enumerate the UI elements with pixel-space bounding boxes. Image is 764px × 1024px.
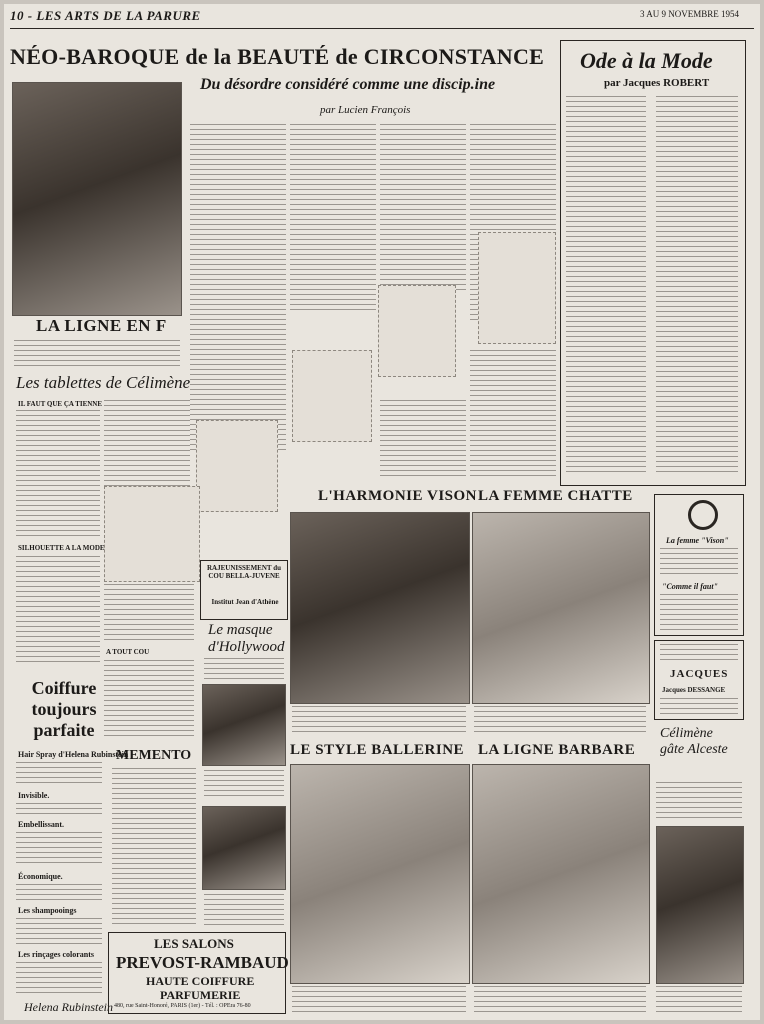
ode-title: Ode à la Mode (580, 48, 713, 73)
coiffure-text-6 (16, 962, 102, 994)
hair-sketch-1 (378, 285, 456, 377)
bella-ad-institut: Institut Jean d'Athène (211, 598, 279, 606)
tablettes-column-2 (104, 400, 190, 490)
hair-sketch-4 (196, 420, 278, 512)
coiffure-text-1 (16, 762, 102, 786)
article-column-4b (470, 350, 556, 480)
memento-title: MEMENTO (116, 748, 192, 763)
tablettes-subhead-2: SILHOUETTE A LA MODE (18, 544, 105, 552)
tablettes-column-3 (16, 556, 100, 666)
hair-sketch-3 (292, 350, 372, 442)
vison-text-2 (660, 594, 738, 630)
celimene-caption (656, 986, 742, 1014)
coiffure-item-4: Économique. (18, 872, 63, 881)
coiffure-item-1: Hair Spray d'Helena Rubinstein (18, 750, 129, 759)
main-subheadline: Du désordre considéré comme une discip.ine (200, 76, 496, 93)
article-column-3 (380, 124, 466, 294)
harmonie-title: L'HARMONIE VISON (318, 488, 477, 504)
jacques-address (660, 698, 738, 714)
barbare-caption (474, 986, 646, 1014)
salons-line-3: HAUTE COIFFURE (146, 974, 255, 988)
celimene-text (656, 782, 742, 822)
ligne-en-f-title: LA LIGNE EN F (36, 316, 167, 335)
femme-chatte-photo (472, 512, 650, 704)
vison-title: La femme "Vison" (666, 536, 729, 545)
ode-byline: par Jacques ROBERT (604, 77, 710, 89)
article-column-2 (290, 124, 376, 314)
hollywood-photo-2 (202, 806, 286, 890)
women-sketch (104, 486, 200, 582)
coiffure-text-3 (16, 832, 102, 866)
ballerine-caption (292, 986, 466, 1014)
jacques-dessange: Jacques DESSANGE (662, 686, 726, 694)
article-column-3b (380, 400, 466, 480)
salons-line-2: PREVOST-RAMBAUD (116, 953, 289, 972)
harmonie-caption (292, 706, 466, 734)
tablettes-column-5 (104, 660, 194, 740)
tablettes-subhead-1: IL FAUT QUE ÇA TIENNE (18, 400, 103, 408)
helena-signature: Helena Rubinstein (24, 1000, 113, 1014)
coiffure-item-2: Invisible. (18, 791, 50, 800)
article-column-1 (190, 124, 286, 454)
masque-text-2 (204, 770, 284, 800)
ligne-en-f-caption (14, 340, 180, 366)
coiffure-title: Coiffure toujours parfaite (31, 678, 97, 740)
salons-line-1: LES SALONS (154, 936, 234, 951)
masque-text-3 (204, 894, 284, 926)
coiffure-item-3: Embellissant. (18, 820, 65, 829)
portrait-photo-f-line (12, 82, 182, 316)
ode-column-1 (566, 96, 646, 476)
tablettes-column-4 (104, 584, 194, 644)
hair-sketch-2 (478, 232, 556, 344)
ballerine-photo (290, 764, 470, 984)
bella-ad-title: RAJEUNISSEMENT du COU BELLA-JUVENE (207, 564, 281, 580)
harmonie-photo (290, 512, 470, 704)
salons-line-4: PARFUMERIE (160, 988, 241, 1002)
vison-text-1 (660, 548, 738, 578)
coiffure-item-5: Les shampooings (18, 906, 77, 915)
femme-chatte-caption (474, 706, 646, 734)
coiffure-text-4 (16, 884, 102, 902)
tablettes-subhead-3: A TOUT COU (106, 648, 150, 656)
celimene-title: Célimène gâte Alceste (660, 726, 728, 757)
header-rule (10, 28, 754, 29)
tablettes-column-1 (16, 410, 100, 540)
vison-logo-icon (688, 500, 718, 530)
masque-text-1 (204, 658, 284, 682)
celimene-photo (656, 826, 744, 984)
ballerine-title: LE STYLE BALLERINE (290, 742, 465, 758)
jacques-text (660, 644, 738, 664)
barbare-title: LA LIGNE BARBARE (478, 742, 636, 758)
masque-title: Le masque d'Hollywood (208, 622, 285, 655)
issue-date: 3 AU 9 NOVEMBRE 1954 (640, 9, 740, 19)
memento-list (112, 768, 196, 928)
tablettes-title: Les tablettes de Célimène (16, 373, 191, 392)
main-byline: par Lucien François (320, 104, 411, 116)
jacques-name: JACQUES (670, 668, 729, 680)
coiffure-item-6: Les rinçages colorants (18, 950, 94, 959)
ode-column-2 (656, 96, 738, 476)
femme-chatte-title: LA FEMME CHATTE (478, 488, 633, 504)
hollywood-photo-1 (202, 684, 286, 766)
coiffure-text-2 (16, 803, 102, 817)
running-header: 10 - LES ARTS DE LA PARURE (10, 8, 201, 23)
coiffure-text-5 (16, 918, 102, 946)
main-headline: NÉO-BAROQUE de la BEAUTÉ de CIRCONSTANCE (10, 44, 545, 69)
barbare-photo (472, 764, 650, 984)
salons-address: 480, rue Saint-Honoré, PARIS (1er) - Tél. : OPEra 76-80 (114, 1003, 251, 1009)
vison-line: "Comme il faut" (662, 582, 718, 591)
